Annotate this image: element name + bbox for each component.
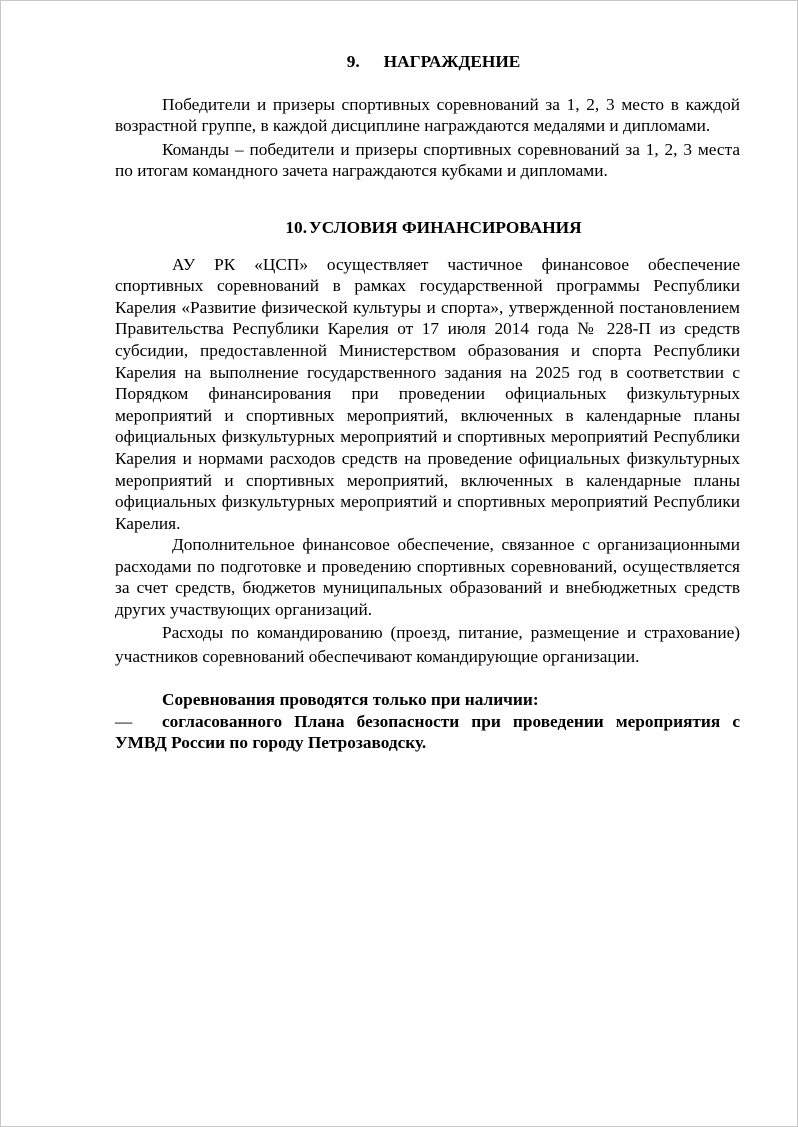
section-10-heading — [127, 217, 740, 239]
conditions-intro: Соревнования проводятся только при наличии: — [162, 690, 539, 710]
section-9-paragraph-2: Команды – победители и призеры спортивных соревнований за 1, 2, 3 места по итогам командного зачета награждаются кубками и дипломами. — [115, 139, 740, 181]
section-10-paragraph-2: Дополнительное финансовое обеспечение, связанное с организационными расходами по подготовке и проведению спортивных соревнований, осуществляется за счет средств, бюджетов муниципальных образований и внебюджетных средств других участвующих организаций. — [115, 535, 740, 620]
section-10-number: 10. — [285, 217, 308, 237]
conditions-item-text: согласованного Плана безопасности при проведении мероприятия с УМВД России по городу Петрозаводску. — [115, 711, 740, 753]
section-9-paragraph-1: Победители и призеры спортивных соревнований за 1, 2, 3 место в каждой возрастной группе, в каждой дисциплине награждаются медалями и дипломами. — [115, 94, 740, 136]
section-9-heading — [127, 51, 740, 73]
section-9-title: НАГРАЖДЕНИЕ — [383, 52, 521, 71]
section-10-paragraph-3: Расходы по командированию (проезд, питание, размещение и страхование) участников соревнований обеспечивают командирующие организации. — [115, 622, 740, 666]
section-9-number: 9. — [346, 52, 360, 71]
section-10-title: УСЛОВИЯ ФИНАНСИРОВАНИЯ — [309, 217, 582, 237]
document-content — [115, 51, 740, 754]
list-dash: — — [115, 711, 133, 731]
conditions-item — [115, 711, 740, 754]
section-10-paragraph-1: АУ РК «ЦСП» осуществляет частичное финансовое обеспечение спортивных соревнований в рамках государственной программы Республики Карелия «Развитие физической культуры и спорта», утвержденной постановлением Правительства Республики Карелия от 17 июля 2014 года № 228-П из средств субсидии, предоставленной Министерством образования и спорта Республики Карелия на выполнение государственного задания на 2025 год в соответствии с Порядком финансирования при проведении официальных физкультурных мероприятий и спортивных мероприятий, включенных в календарные планы официальных физкультурных мероприятий и спортивных мероприятий Республики Карелия и нормами расходов средств на проведение официальных физкультурных мероприятий и спортивных мероприятий, включенных в календарные планы официальных физкультурных мероприятий и спортивных мероприятий Республики Карелия. — [115, 254, 740, 533]
